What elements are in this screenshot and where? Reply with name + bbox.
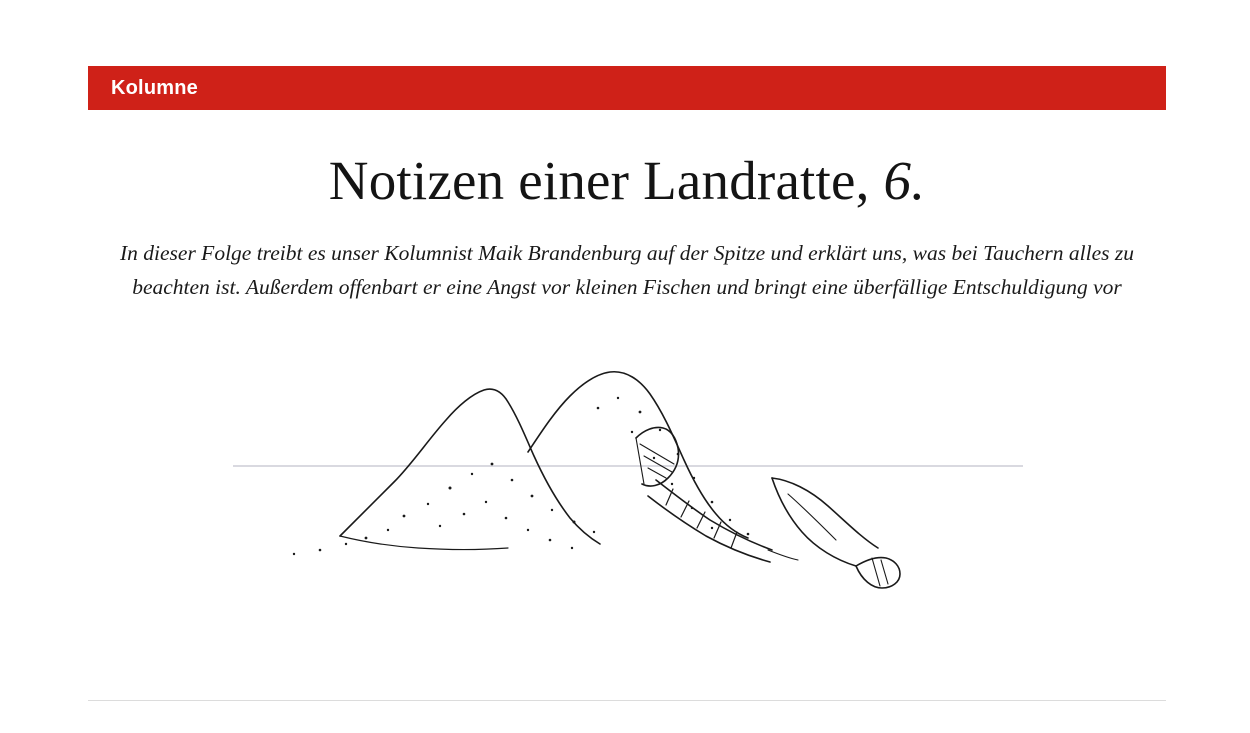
footer-divider (88, 700, 1166, 701)
diver-at-sandbank-illustration (88, 368, 1166, 598)
page-title (88, 150, 1166, 212)
sand-speckles (293, 397, 750, 555)
ink-drawing (340, 372, 900, 588)
article-header (88, 150, 1166, 305)
illustration-container (88, 368, 1166, 598)
category-label: Kolumne (111, 77, 198, 99)
category-banner[interactable] (88, 66, 1166, 110)
article-standfirst: In dieser Folge treibt es unser Kolumnist Maik Brandenburg auf der Spitze und erklärt uns, was bei Tauchern alles zu beachten ist. Außerdem offenbart er eine Angst vor kleinen Fischen und bringt eine überfällige Entschuldigung vor (119, 240, 1135, 300)
headline-main-text: Notizen einer Landratte, (328, 150, 870, 211)
headline-issue-number: 6. (883, 150, 926, 211)
